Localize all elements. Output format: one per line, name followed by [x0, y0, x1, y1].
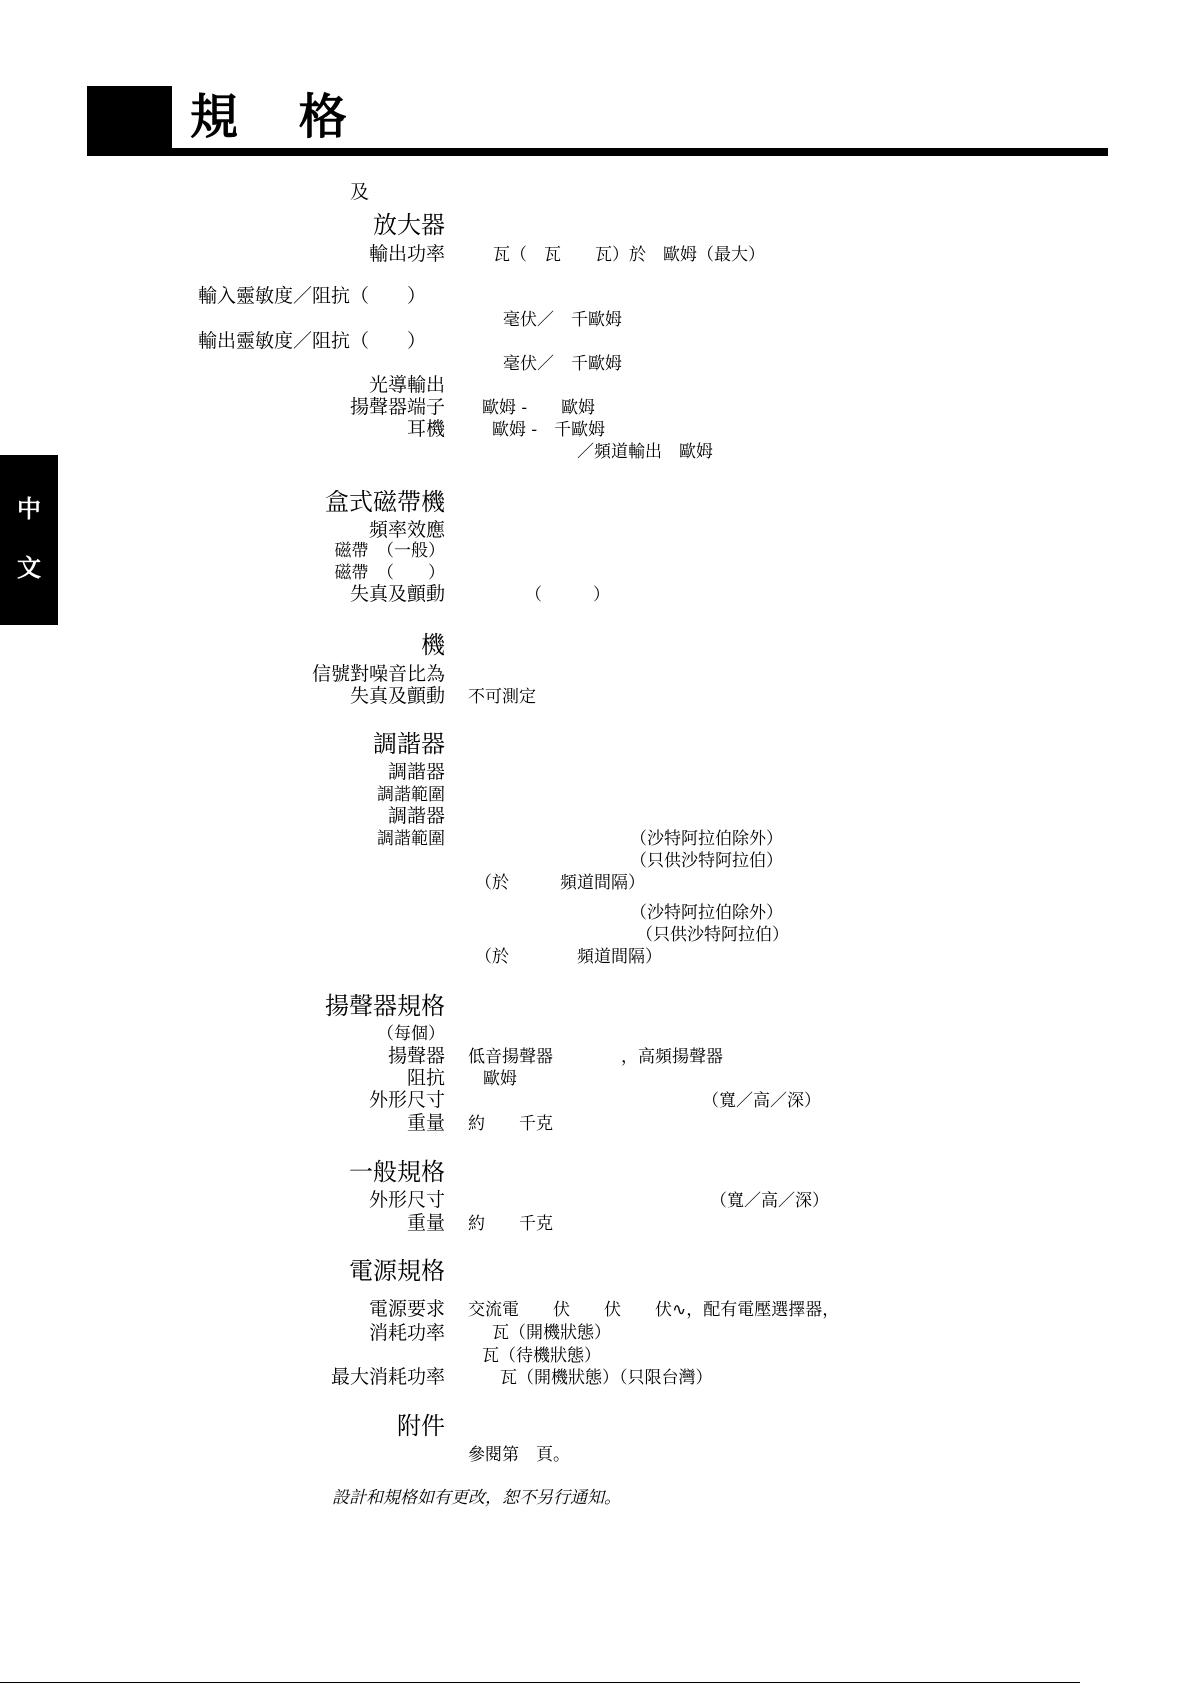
speaker-dimensions-label: 外形尺寸 [368, 1089, 445, 1111]
note-saudi-only: （只供沙特阿拉伯） [636, 925, 789, 945]
cd-wow-flutter-label: 失真及顫動 [349, 685, 445, 707]
section-heading-general: 一般規格 [349, 1158, 445, 1186]
fm-tuner-label: 調諧器 [387, 761, 445, 783]
cassette-wow-flutter-label: 失真及顫動 [349, 583, 445, 605]
headphone-label: 耳機 [406, 418, 445, 440]
output-sensitivity-value: 毫伏／ 千歐姆 [503, 354, 622, 374]
optical-output-label: 光導輸出 [368, 374, 445, 396]
language-tab-char: 文 [17, 554, 41, 582]
title-block [87, 86, 172, 156]
am-tuning-range-label: 調諧範圍 [377, 829, 445, 849]
footnote: 設計和規格如有更改，恕不另行通知。 [332, 1488, 621, 1508]
power-requirement-value: 交流電 伏 伏 伏∿，配有電壓選擇器， [468, 1300, 840, 1320]
snr-label: 信號對噪音比為 [311, 663, 445, 685]
am-tuner-label: 調諧器 [387, 805, 445, 827]
tape-normal-label: 磁帶 （一般） [334, 541, 445, 561]
channel-spacing-note: （於 頻道間隔） [475, 947, 662, 967]
headphone-value: 歐姆 - 千歐姆 [492, 420, 606, 440]
bottom-rule [0, 1682, 1080, 1683]
cd-wow-flutter-value: 不可測定 [468, 687, 536, 707]
top-label: 及 [350, 181, 370, 203]
title-rule [87, 148, 1108, 156]
frequency-response-label: 頻率效應 [368, 519, 445, 541]
headphone-value-channel: ／頻道輸出 歐姆 [577, 442, 713, 462]
output-power-value: 瓦（ 瓦 瓦）於 歐姆（最大） [493, 245, 765, 265]
general-dimensions-label: 外形尺寸 [368, 1189, 445, 1211]
section-heading-cassette: 盒式磁帶機 [325, 488, 445, 516]
section-heading-accessories: 附件 [397, 1412, 445, 1440]
output-power-label: 輸出功率 [368, 243, 445, 265]
speaker-terminal-label: 揚聲器端子 [349, 396, 445, 418]
speaker-weight-value: 約 千克 [468, 1114, 553, 1134]
input-sensitivity-label: 輸入靈敏度／阻抗（ ） [198, 285, 427, 307]
note-except-saudi: （沙特阿拉伯除外） [630, 829, 783, 849]
accessories-value: 參閱第 頁。 [468, 1445, 570, 1465]
input-sensitivity-value: 毫伏／ 千歐姆 [503, 310, 622, 330]
max-power-consumption-label: 最大消耗功率 [330, 1366, 445, 1388]
section-heading-amplifier: 放大器 [373, 211, 445, 239]
speaker-impedance-value: 歐姆 [483, 1069, 517, 1089]
speaker-weight-label: 重量 [406, 1112, 445, 1134]
general-weight-value: 約 千克 [468, 1214, 553, 1234]
fm-tuning-range-label: 調諧範圍 [377, 785, 445, 805]
speaker-each-label: （每個） [377, 1024, 445, 1044]
general-weight-label: 重量 [406, 1212, 445, 1234]
note-saudi-only: （只供沙特阿拉伯） [630, 851, 783, 871]
speaker-impedance-label: 阻抗 [406, 1067, 445, 1089]
language-tab [0, 455, 58, 625]
speaker-terminal-value: 歐姆 - 歐姆 [482, 398, 596, 418]
note-except-saudi: （沙特阿拉伯除外） [630, 903, 783, 923]
speaker-dimensions-value: （寬／高／深） [702, 1091, 821, 1111]
cassette-wow-flutter-value: （ ） [525, 585, 610, 605]
power-consumption-on: 瓦（開機狀態） [492, 1323, 611, 1343]
section-heading-power: 電源規格 [349, 1257, 445, 1285]
tape-other-label: 磁帶 （ ） [334, 563, 445, 583]
max-power-consumption-value: 瓦（開機狀態）（只限台灣） [500, 1368, 713, 1388]
channel-spacing-note: （於 頻道間隔） [475, 873, 645, 893]
power-consumption-standby: 瓦（待機狀態） [482, 1346, 601, 1366]
language-tab-char: 中 [17, 495, 41, 523]
section-heading-tuner: 調諧器 [373, 730, 445, 758]
speaker-units-value: 低音揚聲器 ，高頻揚聲器 [468, 1047, 723, 1067]
power-consumption-label: 消耗功率 [368, 1322, 445, 1344]
output-sensitivity-label: 輸出靈敏度／阻抗（ ） [198, 330, 427, 352]
section-heading-cd: 機 [421, 631, 445, 659]
speaker-units-label: 揚聲器 [387, 1045, 445, 1067]
general-dimensions-value: （寬／高／深） [710, 1191, 829, 1211]
section-heading-speaker: 揚聲器規格 [325, 992, 445, 1020]
page-title: 規 格 [190, 89, 369, 145]
power-requirement-label: 電源要求 [368, 1298, 445, 1320]
